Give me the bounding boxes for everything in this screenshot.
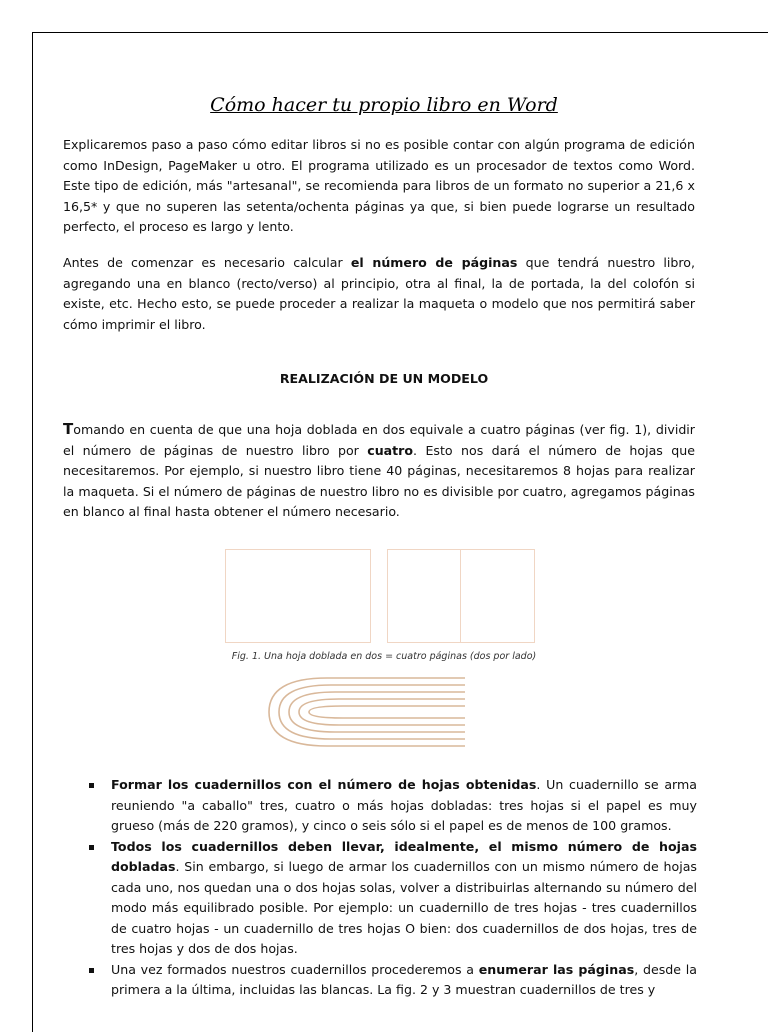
folded-sheet-diagram: [387, 549, 535, 643]
modelo-bold: cuatro: [367, 442, 414, 458]
modelo-text-after: . Esto nos dará el número de hojas que necesitaremos. Por ejemplo, si nuestro libro tiene 40 páginas, necesitaremos 8 hojas para realizar la maqueta. Si el número de páginas de nuestro libro no es divisible por cuatro, agregamos páginas en blanco al final hasta obtener el número necesario.: [63, 442, 695, 519]
intro-p2-text-after: que tendrá nuestro libro, agregando una en blanco (recto/verso) al principio, otra al final, la de portada, la del colofón si existe, etc. Hecho esto, se puede proceder a realizar la maqueta o modelo que nos permitirá saber cómo imprimir el libro.: [63, 255, 695, 332]
bullet-3-bold: enumerar las páginas: [478, 961, 635, 977]
intro-paragraph-2: [63, 253, 695, 335]
section-heading: REALIZACIÓN DE UN MODELO: [279, 371, 489, 386]
steps-bullet-list: [85, 775, 697, 1001]
bullet-2-bold: Todos los cuadernillos deben llevar, idealmente, el mismo número de hojas dobladas: [111, 838, 697, 874]
list-item: [85, 960, 697, 1001]
bullet-2-text: . Sin embargo, si luego de armar los cuadernillos con un mismo número de hojas cada uno, nos quedan una o dos hojas solas, volver a distribuirlas alternando su número del modo más equilibrado posible. Por ejemplo: un cuadernillo de tres hojas - tres cuadernillos de cuatro hojas - un cuadernillo de tres hojas O bien: dos cuadernillos de dos hojas, tres de tres hojas y dos de dos hojas.: [111, 859, 697, 956]
sheet-fold-line: [460, 549, 461, 643]
document-title: Cómo hacer tu propio libro en Word: [210, 94, 558, 116]
bullet-1-bold: Formar los cuadernillos con el número de hojas obtenidas: [111, 777, 537, 792]
modelo-text-before: omando en cuenta de que una hoja doblada en dos equivale a cuatro páginas (ver fig. 1), dividir el número de páginas de nuestro libro por: [63, 422, 695, 458]
unfolded-sheet-diagram: [225, 549, 371, 643]
intro-p2-bold: el número de páginas: [350, 255, 518, 270]
bullet-3-text: , desde la primera a la última, incluidas las blancas. La fig. 2 y 3 muestran cuadernillos de tres y: [111, 961, 697, 997]
drop-letter: T: [63, 420, 74, 438]
figure-caption: Fig. 1. Una hoja doblada en dos = cuatro páginas (dos por lado): [231, 651, 537, 662]
intro-p2-text-before: Antes de comenzar es necesario calcular: [63, 255, 351, 270]
intro-paragraph-1: Explicaremos paso a paso cómo editar libros si no es posible contar con algún programa de edición como InDesign, PageMaker u otro. El programa utilizado es un procesador de textos como Word. Este tipo de edición, más "artesanal", se recomienda para libros de un formato no superior a 21,6 x 16,5* y que no superen las setenta/ochenta páginas ya que, si bien puede lograrse un resultado perfecto, el proceso es largo y lento.: [63, 137, 695, 234]
bullet-3-text-before: Una vez formados nuestros cuadernillos procederemos a: [111, 961, 479, 977]
bullet-1-text: . Un cuadernillo se arma reuniendo "a caballo" tres, cuatro o más hojas dobladas: tres hojas si el papel es muy grueso (más de 220 gramos), y cinco o seis sólo si el papel es de menos de 100 gramos.: [111, 777, 697, 833]
modelo-paragraph: [63, 419, 695, 523]
list-item: [85, 775, 697, 837]
list-item: [85, 837, 697, 960]
folded-sheets-illustration: [265, 672, 469, 752]
